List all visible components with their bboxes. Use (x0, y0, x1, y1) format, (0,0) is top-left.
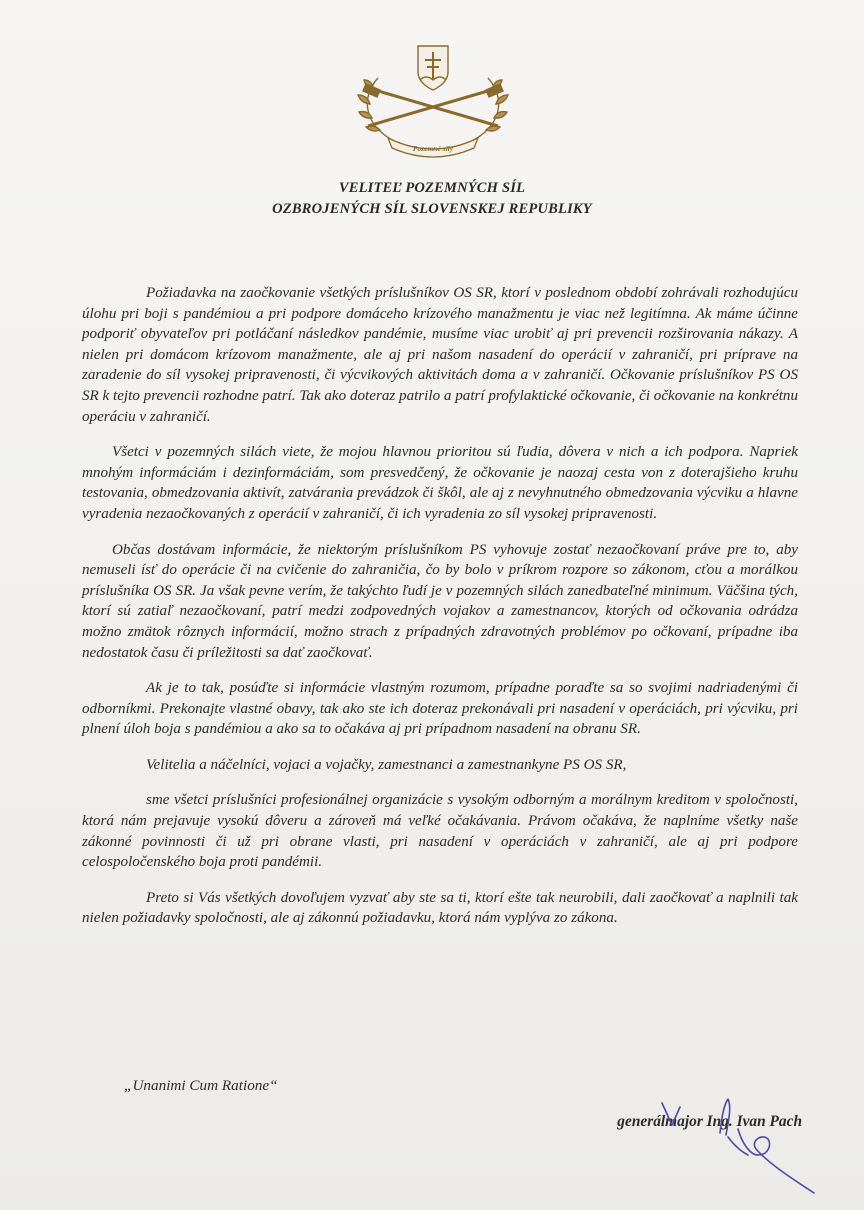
heading-line-2: OZBROJENÝCH SÍL SLOVENSKEJ REPUBLIKY (272, 201, 592, 217)
paragraph-4: Ak je to tak, posúďte si informácie vlastným rozumom, prípadne poraďte sa so svojimi nadriadenými či odborníkmi. Prekonajte vlastné obavy, tak ako ste ich doteraz prekonávali pri nasadení v operáciách, pri výcviku, pri plnení úloh boja s pandémiou a ako sa to očakáva aj pri prípadnom nasadení na obranu SR. (82, 680, 798, 738)
heading-line-1: VELITEĽ POZEMNÝCH SÍL (338, 180, 526, 196)
letter-body (82, 283, 798, 944)
land-forces-emblem-icon (348, 38, 518, 158)
handwritten-signature-icon (600, 1085, 830, 1200)
signer-name: generálmajor Ing. Ivan Pach (617, 1113, 802, 1130)
document-heading (0, 178, 864, 220)
paragraph-1: Požiadavka na zaočkovanie všetkých príslušníkov OS SR, ktorí v poslednom období zohrávali rozhodujúcu úlohu pri boji s pandémiou a pri podpore domáceho krízového manažmentu je viac než legitímna. Ak máme účinne podporiť obyvateľov pri potláčaní následkov pandémie, musíme viac urobiť aj pri prevencii rozširovania nákazy. A nielen pri domácom krízovom manažmente, ale aj pri našom nasadení do operácií v zahraničí, pri príprave na zaradenie do síl vysokej pripravenosti, či výcvikových aktivitách doma a v zahraničí. Očkovanie príslušníkov PS OS SR k tejto prevencii rozhodne patrí. Tak ako doteraz patrilo a patrí profylaktické očkovanie, či očkovanie na konkrétnu operáciu v zahraničí. (82, 285, 798, 425)
paragraph-7: Preto si Vás všetkých dovoľujem vyzvať aby ste sa ti, ktorí ešte tak neurobili, dali zaočkovať a naplnili tak nielen požiadavky spoločnosti, ale aj zákonnú požiadavku, ktorá nám vyplýva zo zákona. (82, 889, 798, 927)
paragraph-salutation: Velitelia a náčelníci, vojaci a vojačky, zamestnanci a zamestnankyne PS OS SR, (146, 756, 627, 773)
paragraph-6: sme všetci príslušníci profesionálnej organizácie s vysokým odborným a morálnym kreditom v spoločnosti, ktorá nám prejavuje vysokú dôveru a zároveň má veľké očakávania. Právom očakáva, že naplníme všetky naše zákonné povinnosti či už pri obrane vlasti, pri nasadení v operáciách v zahraničí, ale aj pri podpore celospoločenského boja proti pandémii. (82, 792, 798, 871)
paragraph-3: Občas dostávam informácie, že niektorým príslušníkom PS vyhovuje zostať nezaočkovaní práve pre to, aby nemuseli ísť do operácie či na cvičenie do zahraničia, čo by bolo v príkrom rozpore so zákonom, cťou a morálkou príslušníka OS SR. Ja však pevne verím, že takýchto ľudí je v pozemných silách zanedbateľné minimum. Väčšina tých, ktorí sú zatiaľ nezaočkovaní, patrí medzi zodpovedných vojakov a zamestnancov, ktorých od očkovania odrádza možno zmätok rôznych informácií, možno strach z prípadných zdravotných problémov po očkovaní, prípadne iba nedostatok času či príležitosti sa dať zaočkovať. (82, 541, 798, 661)
motto: „Unanimi Cum Ratione“ (124, 1077, 278, 1094)
paragraph-2: Všetci v pozemných silách viete, že mojou hlavnou prioritou sú ľudia, dôvera v nich a ich podpora. Napriek mnohým informáciám i dezinformáciám, som presvedčený, že očkovanie je naozaj cesta von z doterajšieho kruhu testovania, obmedzovania aktivít, zatvárania prevádzok či škôl, ale aj z nevyhnutného obmedzovania výcviku a hlavne vyradenia nezaočkovaných z operácií v zahraničí, či ich vyradenia zo síl vysokej pripravenosti. (82, 444, 798, 522)
emblem-banner-text: Pozemné sily (412, 144, 454, 153)
